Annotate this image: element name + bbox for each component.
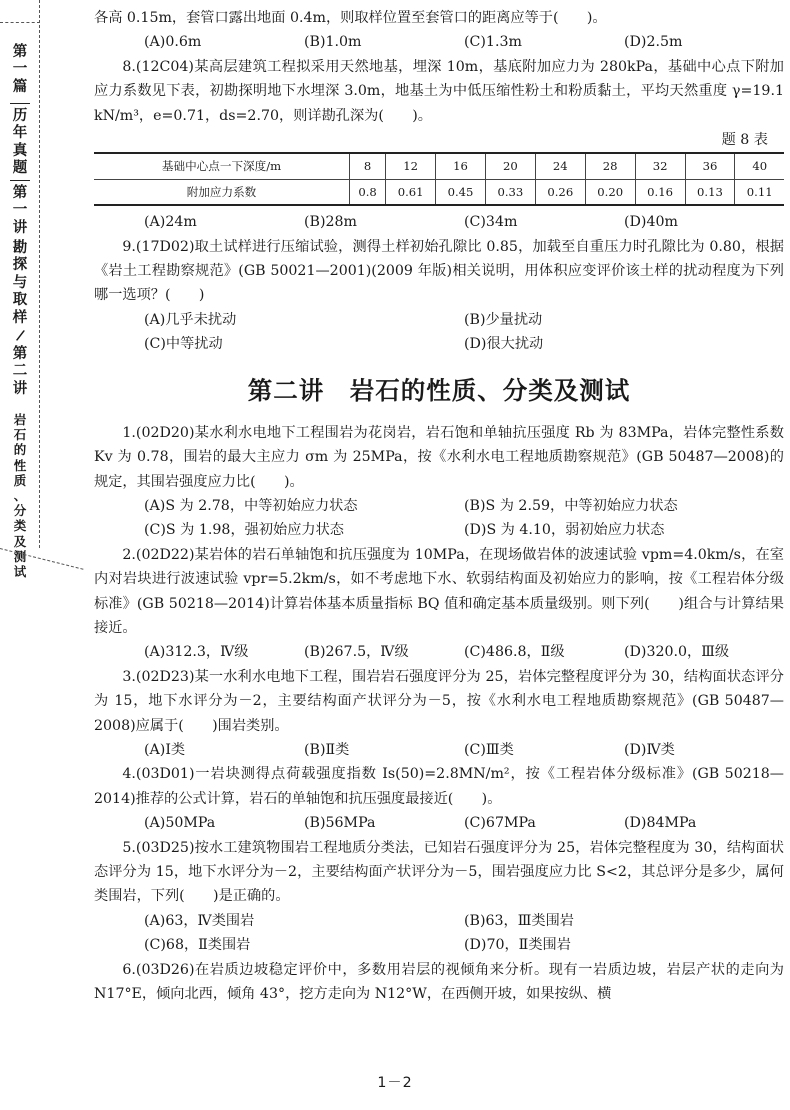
table-cell: 0.8 (350, 179, 386, 205)
s2q3-text: 3.(02D23)某一水利水电地下工程，围岩岩石强度评分为 25，岩体完整程度评分为 30，结构面状态评分为 15，地下水评分为－2，主要结构面产状评分为－5，按《水利水电工程地质勘察规范》(GB 50487—2008)应属于( )围岩类别。 (94, 668, 784, 734)
sidebar-divider (10, 180, 30, 181)
page-number: 1－2 (377, 1075, 413, 1091)
sidebar-part: 第 一 篇 (12, 44, 28, 95)
s2q5-option-b: (B)63，Ⅲ类围岩 (464, 912, 574, 929)
q7-options (94, 30, 784, 54)
sidebar-top-rule (0, 22, 40, 23)
table-cell: 0.13 (685, 179, 735, 205)
q7-text: 各高 0.15m，套管口露出地面 0.4m，则取样位置至套管口的距离应等于( )。 (94, 10, 607, 26)
q8-table (94, 152, 784, 206)
s2q2-text: 2.(02D22)某岩体的岩石单轴饱和抗压强度为 10MPa，在现场做岩体的波速试验 vpm=4.0km/s，在室内对岩块进行波速试验 vpr=5.2km/s，如不考虑地下水、软弱结构面及初始应力的影响，按《工程岩体分级标准》(GB 50218—2014)计算岩体基本质量指标 BQ 值和确定基本质量级别。则下列( )组合与计算结果接近。 (94, 546, 784, 636)
s2q3-options (94, 738, 784, 762)
s2q1-text: 1.(02D20)某水利水电地下工程围岩为花岗岩，岩石饱和单轴抗压强度 Rb 为 83MPa，岩体完整性系数 Kv 为 0.78，围岩的最大主应力 σm 为 25MPa，按《水利水电工程地质勘察规范》(GB 50487—2008)的规定，其围岩强度应力比( )。 (94, 424, 784, 490)
table-header-coefficient: 附加应力系数 (94, 179, 350, 205)
q7-option-b: (B)1.0m (304, 34, 362, 51)
s2q4-option-b: (B)56MPa (304, 815, 376, 832)
table-cell: 0.33 (485, 179, 535, 205)
table-cell: 32 (635, 153, 685, 179)
s2q4-option-d: (D)84MPa (624, 815, 697, 832)
q8-option-c: (C)34m (464, 214, 518, 231)
q9-options (94, 308, 784, 357)
s2q5-options (94, 909, 784, 958)
q7-option-d: (D)2.5m (624, 34, 683, 51)
table-header-depth: 基础中心点一下深度/m (94, 153, 350, 179)
s2q3-option-b: (B)Ⅱ类 (304, 741, 350, 758)
s2q4-options (94, 811, 784, 835)
s2q5-option-a: (A)63，Ⅳ类围岩 (144, 912, 255, 929)
s2q1-options (94, 494, 784, 543)
s2q5-text: 5.(03D25)按水工建筑物围岩工程地质分类法，已知岩石强度评分为 25，岩体完整程度为 30，结构面状态评分为 15，地下水评分为－2，主要结构面产状评分为－5，围岩强度应力比 S<2，其总评分是多少，属何类围岩，下列( )是正确的。 (94, 839, 784, 905)
q8-option-a: (A)24m (144, 214, 197, 231)
q8-options (94, 210, 784, 234)
q7-option-c: (C)1.3m (464, 34, 522, 51)
q9-option-a: (A)几乎未扰动 (144, 311, 237, 328)
table-cell: 0.45 (436, 179, 486, 205)
sidebar-divider (10, 103, 30, 104)
sidebar-lecture1: 第 一 讲 (12, 185, 28, 236)
q8-text: 8.(12C04)某高层建筑工程拟采用天然地基，埋深 10m，基底附加应力为 280kPa，基础中心点下附加应力系数见下表，初勘探明地下水埋深 3.0m，地基土为中低压缩性粉土和粉质黏土，平均天然重度 γ=19.1 kN/m³，e=0.71，ds=2.70，则详勘孔深为( )。 (94, 58, 784, 124)
q9-text: 9.(17D02)取土试样进行压缩试验，测得土样初始孔隙比 0.85，加载至自重压力时孔隙比为 0.80，根据《岩土工程勘察规范》(GB 50021—2001)(2009 年版)相关说明，用体积应变评价该土样的扰动程度为下列哪一选项？( ) (94, 238, 784, 304)
table-cell: 0.61 (386, 179, 436, 205)
sidebar-topic2: 岩 石 的 性 质 、 分 类 及 测 试 (13, 412, 27, 580)
q8-option-d: (D)40m (624, 214, 678, 231)
sidebar-slash: / (15, 327, 26, 345)
s2q4-option-c: (C)67MPa (464, 815, 536, 832)
q7-option-a: (A)0.6m (144, 34, 202, 51)
table-cell: 40 (735, 153, 784, 179)
page-content (94, 6, 784, 1006)
s2q1-option-b: (B)S 为 2.59，中等初始应力状态 (464, 497, 678, 514)
s2q4-text: 4.(03D01)一岩块测得点荷载强度指数 Is(50)=2.8MN/m²，按《工程岩体分级标准》(GB 50218—2014)推荐的公式计算，岩石的单轴饱和抗压强度最接近( )。 (94, 766, 784, 807)
q9-option-b: (B)少量扰动 (464, 311, 543, 328)
table-cell: 12 (386, 153, 436, 179)
chapter-sidebar (0, 0, 40, 580)
q9-option-c: (C)中等扰动 (144, 336, 223, 353)
s2q2-option-b: (B)267.5，Ⅳ级 (304, 644, 409, 661)
s2q4-option-a: (A)50MPa (144, 815, 216, 832)
s2q2-options (94, 640, 784, 664)
section-title: 第二讲 岩石的性质、分类及测试 (247, 375, 631, 405)
table-cell: 16 (436, 153, 486, 179)
sidebar-lecture2: 第 二 讲 (12, 346, 28, 397)
s2q1-option-d: (D)S 为 4.10，弱初始应力状态 (464, 522, 665, 539)
s2q3-option-c: (C)Ⅲ类 (464, 741, 514, 758)
table-row-depth (94, 153, 784, 179)
table-cell: 36 (685, 153, 735, 179)
s2q1-option-c: (C)S 为 1.98，强初始应力状态 (144, 522, 344, 539)
s2q3-option-d: (D)Ⅳ类 (624, 741, 675, 758)
sidebar-topic1: 勘 探 与 取 样 (12, 240, 28, 326)
table-cell: 0.20 (585, 179, 635, 205)
q8-table-caption: 题 8 表 (721, 132, 768, 149)
s2q1-option-a: (A)S 为 2.78，中等初始应力状态 (144, 497, 358, 514)
table-cell: 0.16 (635, 179, 685, 205)
table-cell: 24 (535, 153, 585, 179)
q9-option-d: (D)很大扰动 (464, 336, 544, 353)
s2q3-option-a: (A)Ⅰ类 (144, 741, 186, 758)
sidebar-title: 历 年 真 题 (12, 108, 28, 177)
table-row-coefficient (94, 179, 784, 205)
s2q5-option-d: (D)70，Ⅱ类围岩 (464, 937, 571, 954)
s2q5-option-c: (C)68，Ⅱ类围岩 (144, 937, 251, 954)
q8-option-b: (B)28m (304, 214, 358, 231)
table-cell: 0.11 (735, 179, 784, 205)
table-cell: 20 (485, 153, 535, 179)
table-cell: 8 (350, 153, 386, 179)
table-cell: 28 (585, 153, 635, 179)
table-cell: 0.26 (535, 179, 585, 205)
s2q6-text: 6.(03D26)在岩质边坡稳定评价中，多数用岩层的视倾角来分析。现有一岩质边坡，岩层产状的走向为 N17°E，倾向北西，倾角 43°，挖方走向为 N12°W，在西侧开坡，如果按纵、横 (94, 961, 784, 1003)
s2q2-option-c: (C)486.8，Ⅱ级 (464, 644, 565, 661)
s2q2-option-a: (A)312.3，Ⅳ级 (144, 644, 249, 661)
s2q2-option-d: (D)320.0，Ⅲ级 (624, 644, 730, 661)
